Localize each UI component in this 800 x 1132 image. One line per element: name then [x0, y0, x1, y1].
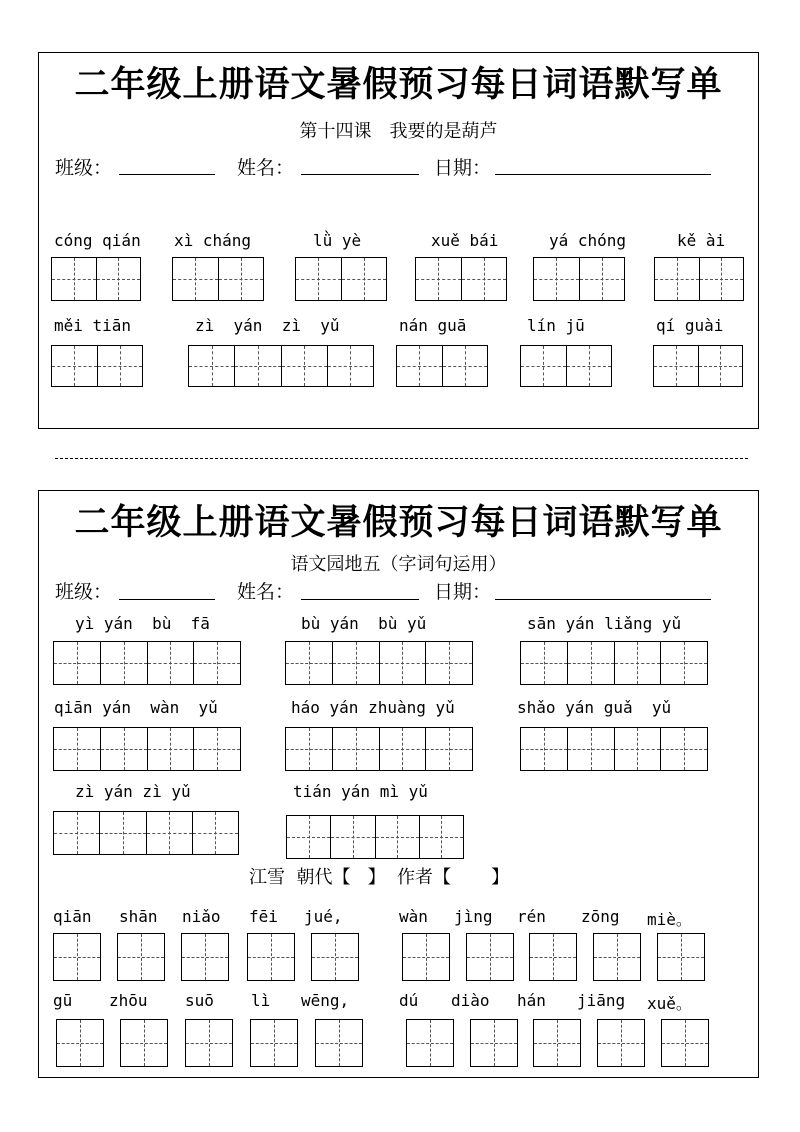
pinyin-label: jìng: [454, 907, 493, 926]
lesson-title: 语文园地五（字词句运用）: [290, 554, 507, 575]
writing-box[interactable]: [120, 1019, 168, 1067]
pinyin-label: zōng: [581, 907, 620, 926]
pinyin-label: lì: [251, 991, 271, 1010]
pinyin-label: xuě。: [647, 994, 692, 1013]
writing-box[interactable]: [661, 1019, 709, 1067]
worksheet-2: [38, 490, 759, 1078]
date-field[interactable]: [495, 599, 711, 600]
pinyin-label: dú: [399, 991, 419, 1010]
worksheet-1: [38, 52, 759, 429]
writing-grid[interactable]: [286, 815, 464, 859]
writing-grid[interactable]: [415, 257, 507, 301]
pinyin-label: qí guài: [656, 316, 724, 335]
writing-box[interactable]: [657, 933, 705, 981]
writing-box[interactable]: [311, 933, 359, 981]
writing-grid[interactable]: [285, 641, 473, 685]
pinyin-label: zì yán zì yǔ: [75, 782, 191, 801]
poem-heading: 江雪 朝代【 】 作者【 】: [249, 867, 510, 888]
cut-line: [55, 458, 748, 459]
pinyin-label: diào: [451, 991, 490, 1010]
page-title: 二年级上册语文暑假预习每日词语默写单: [74, 64, 723, 105]
lesson-title: 第十四课 我要的是葫芦: [299, 121, 498, 142]
pinyin-label: gū: [53, 991, 73, 1010]
writing-grid[interactable]: [51, 257, 141, 301]
writing-box[interactable]: [466, 933, 514, 981]
writing-grid[interactable]: [51, 345, 143, 387]
pinyin-label: zhōu: [109, 991, 148, 1010]
writing-box[interactable]: [53, 933, 101, 981]
pinyin-label: jué,: [304, 907, 343, 926]
writing-box[interactable]: [117, 933, 165, 981]
writing-box[interactable]: [402, 933, 450, 981]
writing-box[interactable]: [56, 1019, 104, 1067]
pinyin-label: tián yán mì yǔ: [293, 782, 428, 801]
writing-grid[interactable]: [53, 811, 239, 855]
writing-grid[interactable]: [654, 257, 744, 301]
pinyin-label: suō: [185, 991, 214, 1010]
class-label: 班级：: [55, 157, 113, 179]
writing-grid[interactable]: [172, 257, 264, 301]
pinyin-label: wàn: [399, 907, 428, 926]
writing-box[interactable]: [597, 1019, 645, 1067]
pinyin-label: zì yán zì yǔ: [195, 316, 340, 335]
writing-grid[interactable]: [295, 257, 387, 301]
writing-box[interactable]: [181, 933, 229, 981]
pinyin-label: qiān yán wàn yǔ: [54, 698, 218, 717]
class-field[interactable]: [119, 599, 215, 600]
pinyin-label: rén: [517, 907, 546, 926]
name-field[interactable]: [301, 174, 419, 175]
writing-box[interactable]: [406, 1019, 454, 1067]
writing-box[interactable]: [470, 1019, 518, 1067]
pinyin-label: shān: [119, 907, 158, 926]
pinyin-label: niǎo: [182, 907, 221, 926]
class-field[interactable]: [119, 174, 215, 175]
pinyin-label: kě ài: [677, 231, 726, 250]
pinyin-label: miè。: [647, 910, 692, 929]
writing-grid[interactable]: [520, 641, 708, 685]
date-label: 日期：: [434, 581, 492, 603]
pinyin-label: nán guā: [399, 316, 467, 335]
writing-box[interactable]: [593, 933, 641, 981]
date-label: 日期：: [434, 157, 492, 179]
writing-box[interactable]: [533, 1019, 581, 1067]
name-label: 姓名：: [237, 581, 295, 603]
writing-box[interactable]: [250, 1019, 298, 1067]
writing-grid[interactable]: [520, 345, 612, 387]
writing-grid[interactable]: [653, 345, 743, 387]
pinyin-label: měi tiān: [54, 316, 132, 335]
writing-grid[interactable]: [53, 727, 241, 771]
date-field[interactable]: [495, 174, 711, 175]
pinyin-label: lǜ yè: [313, 231, 362, 250]
pinyin-label: fēi: [249, 907, 278, 926]
page-title: 二年级上册语文暑假预习每日词语默写单: [74, 502, 723, 543]
pinyin-label: xì cháng: [174, 231, 252, 250]
pinyin-label: sān yán liǎng yǔ: [527, 614, 682, 633]
pinyin-label: xuě bái: [431, 231, 499, 250]
class-label: 班级：: [55, 581, 113, 603]
writing-grid[interactable]: [533, 257, 625, 301]
name-field[interactable]: [301, 599, 419, 600]
pinyin-label: wēng,: [301, 991, 350, 1010]
name-label: 姓名：: [237, 157, 295, 179]
pinyin-label: qiān: [53, 907, 92, 926]
writing-grid[interactable]: [188, 345, 374, 387]
pinyin-label: jiāng: [577, 991, 626, 1010]
pinyin-label: cóng qián: [54, 231, 141, 250]
writing-grid[interactable]: [53, 641, 241, 685]
pinyin-label: háo yán zhuàng yǔ: [291, 698, 455, 717]
pinyin-label: bù yán bù yǔ: [301, 614, 427, 633]
writing-grid[interactable]: [520, 727, 708, 771]
pinyin-label: hán: [517, 991, 546, 1010]
writing-grid[interactable]: [285, 727, 473, 771]
pinyin-label: shǎo yán guǎ yǔ: [517, 698, 672, 717]
writing-box[interactable]: [247, 933, 295, 981]
writing-grid[interactable]: [396, 345, 488, 387]
pinyin-label: yì yán bù fā: [75, 614, 210, 633]
pinyin-label: lín jū: [527, 316, 585, 335]
writing-box[interactable]: [185, 1019, 233, 1067]
pinyin-label: yá chóng: [549, 231, 627, 250]
writing-box[interactable]: [315, 1019, 363, 1067]
writing-box[interactable]: [529, 933, 577, 981]
